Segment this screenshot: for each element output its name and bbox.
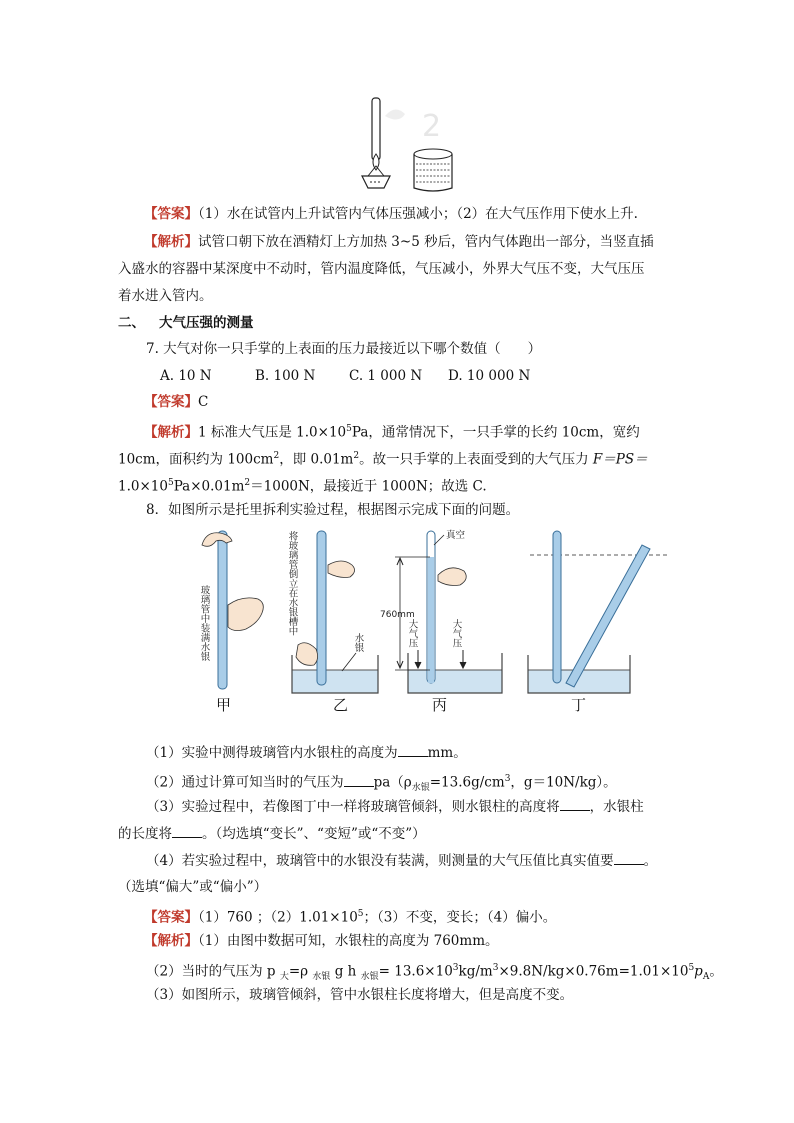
yi-vertical-label: 将玻璃管倒立在水银槽中 [286, 531, 298, 636]
vacuum-label: 真空 [446, 530, 466, 541]
question-8-stem: 8．如图所示是托里拆利实验过程，根据图示完成下面的问题。 [146, 502, 520, 518]
analysis-7-line1: 【解析】1 标准大气压是 $1.0\times 10^5Pa$，通常情况下，一只手掌的长约 10cm，宽约 [144, 424, 640, 441]
q8-sub2: （2）通过计算可知当时的气压为 $pa(\rho_{水银}=13.6g/cm^3$，g＝10N/kg）。 [146, 769, 617, 798]
torricelli-figure [180, 525, 680, 697]
q8-sub3-line1: （3）实验过程中，若像图丁中一样将玻璃管倾斜，则水银柱的高度将 ，水银柱 [146, 796, 644, 817]
caption-yi: 乙 [333, 696, 349, 714]
caption-bing: 丙 [432, 696, 448, 714]
panel-bing [380, 529, 502, 693]
water-beaker [414, 149, 452, 191]
analysis-7-line3: $1.0\times 10^5Pa\times 0.01m^2=1000N$，最接近于 1000N；故选 C. [118, 478, 487, 495]
q8-sub4-line1: （4）若实验过程中，玻璃管中的水银没有装满，则测量的大气压值比真实值要 。 [146, 850, 657, 871]
answer-blank[interactable] [344, 772, 374, 787]
answer-blank[interactable] [172, 823, 202, 838]
caption-ding: 丁 [571, 696, 587, 714]
answer-7: 【答案】C [144, 394, 209, 410]
analysis-8-line2: （2）当时的气压为 p $_大$=ρ $_{水银}$ g h $_{水银}= 13.6\times 10^3kg/m^3\times 9.8N/kg\times 0.76m=1.01\times 10^5p_A$。 [146, 963, 723, 983]
analysis-1-line1: 【解析】试管口朝下放在酒精灯上方加热 3~5 秒后，管内气体跑出一部分，当竖直插 [144, 234, 654, 250]
panel-yi [287, 530, 379, 693]
q7-option-a: A. 10 N [160, 368, 212, 384]
q7-option-d: D. 10 000 N [448, 368, 531, 384]
q8-sub4-line2: （选填“偏大”或“偏小”） [118, 879, 268, 895]
atm-label-right: 大气压 [450, 619, 462, 648]
q7-option-b: B. 100 N [255, 368, 316, 384]
answer-blank[interactable] [560, 796, 590, 811]
label-760mm: 760mm [380, 610, 415, 620]
q8-sub3-line2: 的长度将 。（均选填“变长”、“变短”或“不变”） [118, 823, 426, 844]
atm-label-left: 大气压 [406, 619, 418, 648]
analysis-1-line3: 着水进入管内。 [118, 288, 213, 304]
panel-ding [528, 531, 670, 693]
mercury-label: 水银 [352, 633, 364, 652]
answer-1: 【答案】（1）水在试管内上升试管内气体压强减小；（2）在大气压作用下使水上升. [144, 206, 638, 222]
analysis-7-line2: 10cm，面积约为 $100cm^2$，即 $0.01m^2$。故一只手掌的上表面受到的大气压力 F＝PS＝ [118, 451, 648, 468]
section-heading: 二、 大气压强的测量 [118, 315, 254, 331]
watermark: 2 [422, 109, 442, 144]
caption-jia: 甲 [216, 696, 232, 714]
answer-blank[interactable] [614, 850, 644, 865]
question-7-stem: 7. 大气对你一只手掌的上表面的压力最接近以下哪个数值（ ） [146, 341, 542, 357]
top-figure [340, 96, 470, 196]
jia-vertical-label: 玻璃管中装满水银 [198, 585, 210, 661]
analysis-8-line3: （3）如图所示，玻璃管倾斜，管中水银柱长度将增大，但是高度不变。 [146, 987, 574, 1003]
q7-option-c: C. 1 000 N [349, 368, 423, 384]
analysis-1-line2: 入盛水的容器中某深度中不动时，管内温度降低，气压减小，外界大气压不变，大气压压 [118, 261, 645, 277]
panel-jia [199, 531, 264, 689]
answer-8: 【答案】（1）760 ；$(2)1.01\times 10^5$；（3）不变，变长；（4）偏小。 [144, 909, 557, 926]
q8-sub1: （1）实验中测得玻璃管内水银柱的高度为 mm。 [146, 742, 467, 763]
test-tube [372, 98, 380, 160]
answer-blank[interactable] [398, 742, 428, 757]
analysis-8-line1: 【解析】（1）由图中数据可知，水银柱的高度为 760mm。 [144, 933, 499, 949]
